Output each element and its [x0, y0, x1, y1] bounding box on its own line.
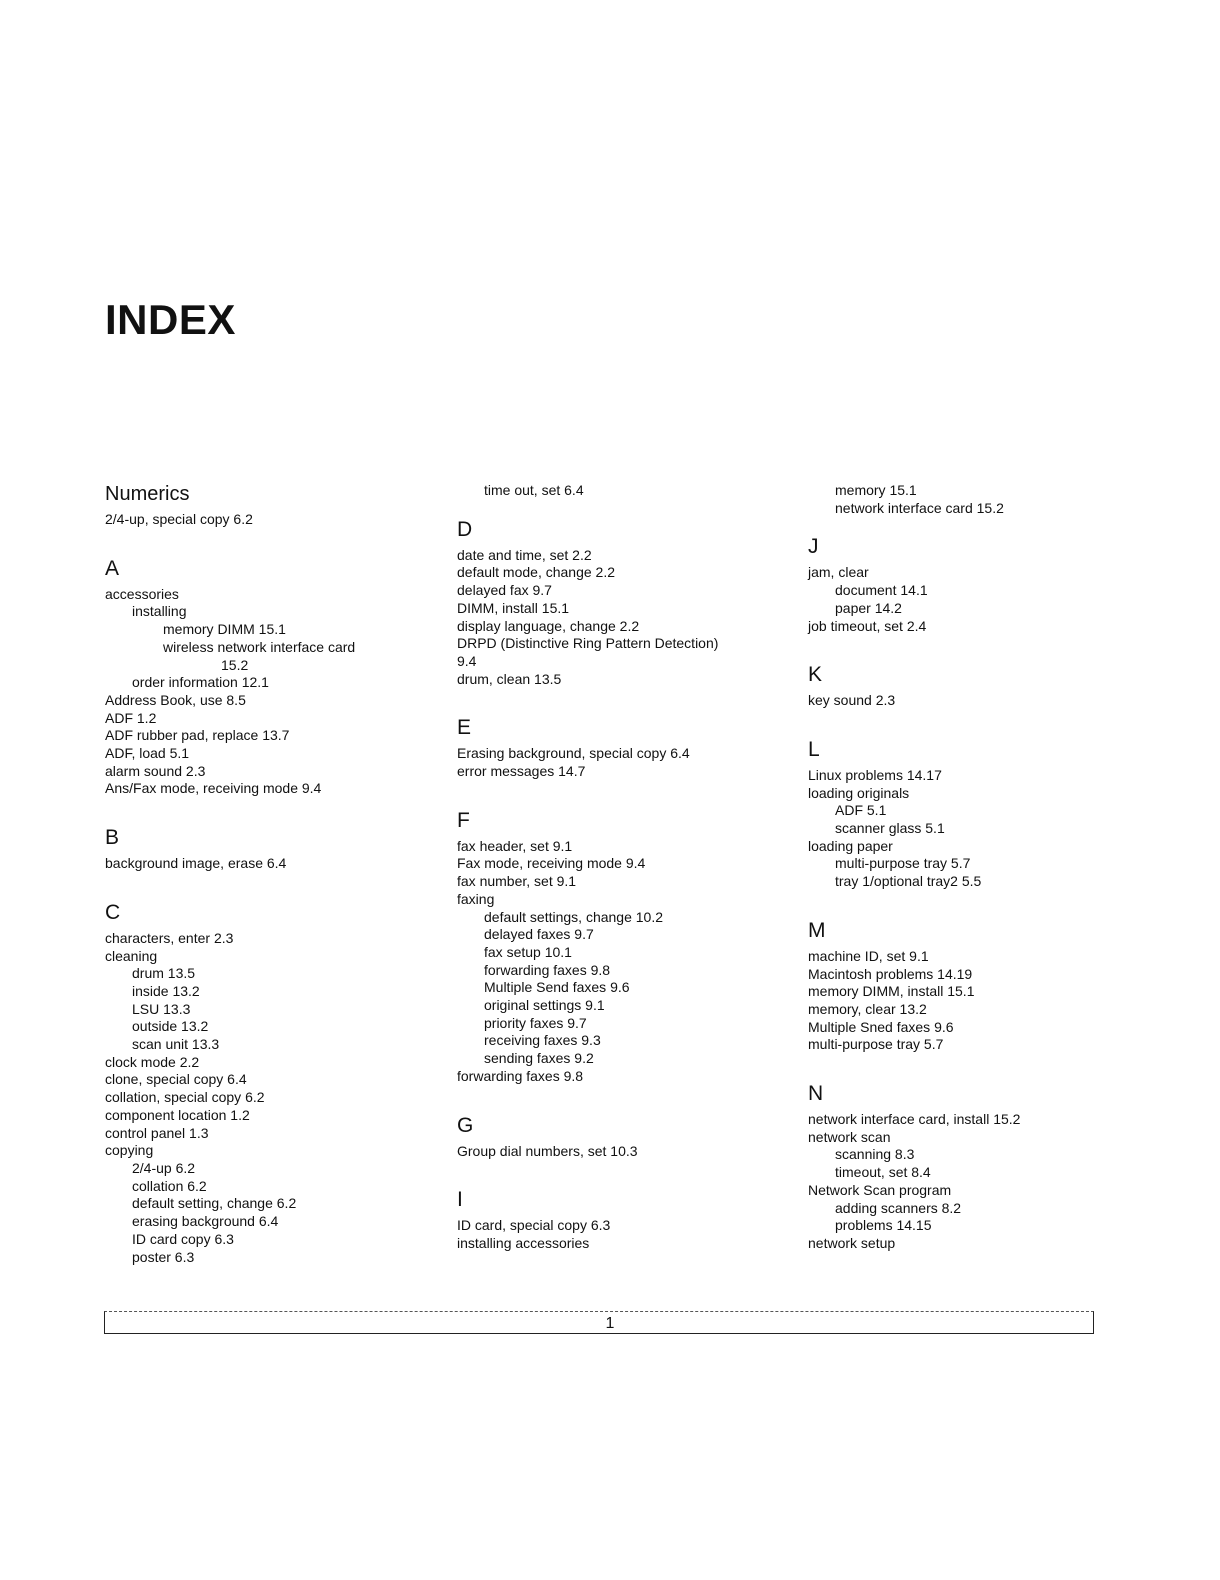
index-column-1 [105, 482, 435, 1266]
index-entry: date and time, set 2.2 [457, 546, 592, 563]
index-subentry: scan unit 13.3 [132, 1036, 220, 1053]
index-entry: fax number, set 9.1 [457, 873, 577, 890]
index-subentry: order information 12.1 [132, 674, 269, 691]
index-subentry: forwarding faxes 9.8 [484, 961, 611, 978]
index-subentry: paper 14.2 [835, 599, 902, 616]
index-entry: characters, enter 2.3 [105, 929, 234, 946]
index-entry: fax header, set 9.1 [457, 837, 573, 854]
index-entry: loading paper [808, 837, 893, 854]
index-entry: accessories [105, 585, 179, 602]
index-subentry: memory DIMM 15.1 [163, 621, 286, 638]
section-heading-a: A [105, 556, 120, 580]
index-entry: Fax mode, receiving mode 9.4 [457, 855, 646, 872]
index-subentry: drum 13.5 [132, 965, 196, 982]
index-entry: forwarding faxes 9.8 [457, 1067, 584, 1084]
index-entry: Address Book, use 8.5 [105, 691, 246, 708]
page-number: 1 [605, 1315, 615, 1332]
index-entry: delayed fax 9.7 [457, 582, 552, 599]
index-entry: control panel 1.3 [105, 1124, 209, 1141]
index-subentry: collation 6.2 [132, 1177, 207, 1194]
index-subentry: LSU 13.3 [132, 1000, 191, 1017]
index-entry: Macintosh problems 14.19 [808, 965, 973, 982]
index-subentry: installing [132, 603, 187, 620]
index-subentry: time out, set 6.4 [484, 482, 584, 498]
index-entry: Ans/Fax mode, receiving mode 9.4 [105, 780, 322, 797]
section-heading-k: K [808, 663, 823, 687]
index-subentry: default setting, change 6.2 [132, 1195, 297, 1212]
section-heading-n: N [808, 1082, 824, 1106]
section-heading-i: I [457, 1188, 463, 1212]
index-entry: alarm sound 2.3 [105, 762, 206, 779]
index-entry: network scan [808, 1128, 891, 1145]
index-entry: multi-purpose tray 5.7 [808, 1036, 944, 1053]
index-entry: ADF 1.2 [105, 709, 157, 726]
index-entry: network interface card, install 15.2 [808, 1111, 1021, 1128]
index-entry: clone, special copy 6.4 [105, 1071, 247, 1088]
section-heading-f: F [457, 808, 470, 832]
index-subentry: memory 15.1 [835, 482, 917, 498]
index-subentry: outside 13.2 [132, 1018, 209, 1035]
index-entry: ID card, special copy 6.3 [457, 1217, 611, 1234]
index-entry: Network Scan program [808, 1181, 952, 1198]
index-subentry: erasing background 6.4 [132, 1213, 279, 1230]
index-entry: copying [105, 1142, 154, 1159]
index-entry: background image, erase 6.4 [105, 855, 287, 872]
index-subentry: adding scanners 8.2 [835, 1199, 962, 1216]
index-subentry: receiving faxes 9.3 [484, 1032, 601, 1049]
index-entry: installing accessories [457, 1234, 590, 1251]
index-entry: Erasing background, special copy 6.4 [457, 745, 690, 762]
index-subentry: multi-purpose tray 5.7 [835, 855, 971, 872]
index-entry: default mode, change 2.2 [457, 564, 616, 581]
index-subentry: Multiple Send faxes 9.6 [484, 979, 630, 996]
index-subentry: ID card copy 6.3 [132, 1230, 234, 1247]
index-entry: loading originals [808, 784, 910, 801]
section-heading-d: D [457, 517, 473, 541]
index-subentry: scanner glass 5.1 [835, 820, 945, 837]
index-entry: faxing [457, 890, 495, 907]
page-title: INDEX [105, 296, 236, 343]
index-subentry: original settings 9.1 [484, 997, 605, 1014]
index-column-2 [457, 482, 787, 1253]
index-entry: cleaning [105, 947, 158, 964]
index-subentry: poster 6.3 [132, 1248, 195, 1265]
index-subentry: fax setup 10.1 [484, 943, 572, 960]
index-subentry: inside 13.2 [132, 982, 200, 999]
index-subentry: 2/4-up 6.2 [132, 1159, 196, 1176]
index-subentry: sending faxes 9.2 [484, 1050, 594, 1067]
index-subentry: document 14.1 [835, 582, 928, 599]
section-heading-g: G [457, 1113, 474, 1137]
index-entry: ADF, load 5.1 [105, 745, 190, 762]
section-heading-b: B [105, 826, 120, 850]
index-subentry: delayed faxes 9.7 [484, 926, 594, 943]
index-subentry: problems 14.15 [835, 1217, 932, 1234]
index-entry: component location 1.2 [105, 1106, 250, 1123]
index-entry: 9.4 [457, 652, 477, 669]
index-subentry: timeout, set 8.4 [835, 1164, 931, 1181]
index-subentry: tray 1/optional tray2 5.5 [835, 873, 982, 890]
index-entry: clock mode 2.2 [105, 1053, 200, 1070]
index-subentry: 15.2 [221, 656, 249, 673]
index-entry: error messages 14.7 [457, 763, 586, 780]
index-entry: jam, clear [808, 564, 869, 581]
index-entry: key sound 2.3 [808, 692, 896, 709]
index-entry: Linux problems 14.17 [808, 766, 942, 783]
index-subentry: network interface card 15.2 [835, 499, 1004, 516]
index-column-3 [808, 482, 1138, 1253]
index-entry: 2/4-up, special copy 6.2 [105, 511, 253, 527]
index-entry: Group dial numbers, set 10.3 [457, 1142, 638, 1159]
index-entry: ADF rubber pad, replace 13.7 [105, 727, 290, 744]
section-heading-m: M [808, 918, 826, 942]
index-entry: memory DIMM, install 15.1 [808, 983, 975, 1000]
index-entry: drum, clean 13.5 [457, 670, 562, 687]
index-entry: job timeout, set 2.4 [808, 617, 927, 634]
index-subentry: wireless network interface card [163, 638, 356, 655]
index-entry: DIMM, install 15.1 [457, 599, 570, 616]
section-heading-e: E [457, 716, 472, 740]
section-heading-l: L [808, 737, 820, 761]
index-entry: collation, special copy 6.2 [105, 1089, 265, 1106]
index-subentry: priority faxes 9.7 [484, 1014, 587, 1031]
index-subentry: ADF 5.1 [835, 802, 887, 819]
index-subentry: scanning 8.3 [835, 1146, 915, 1163]
index-entry: memory, clear 13.2 [808, 1000, 927, 1017]
index-entry: network setup [808, 1234, 896, 1251]
section-heading-j: J [808, 535, 819, 559]
index-entry: machine ID, set 9.1 [808, 947, 929, 964]
index-entry: display language, change 2.2 [457, 617, 640, 634]
section-heading-numerics: Numerics [105, 483, 190, 505]
index-subentry: default settings, change 10.2 [484, 908, 664, 925]
index-entry: Multiple Sned faxes 9.6 [808, 1018, 954, 1035]
section-heading-c: C [105, 900, 121, 924]
index-entry: DRPD (Distinctive Ring Pattern Detection) [457, 635, 719, 652]
